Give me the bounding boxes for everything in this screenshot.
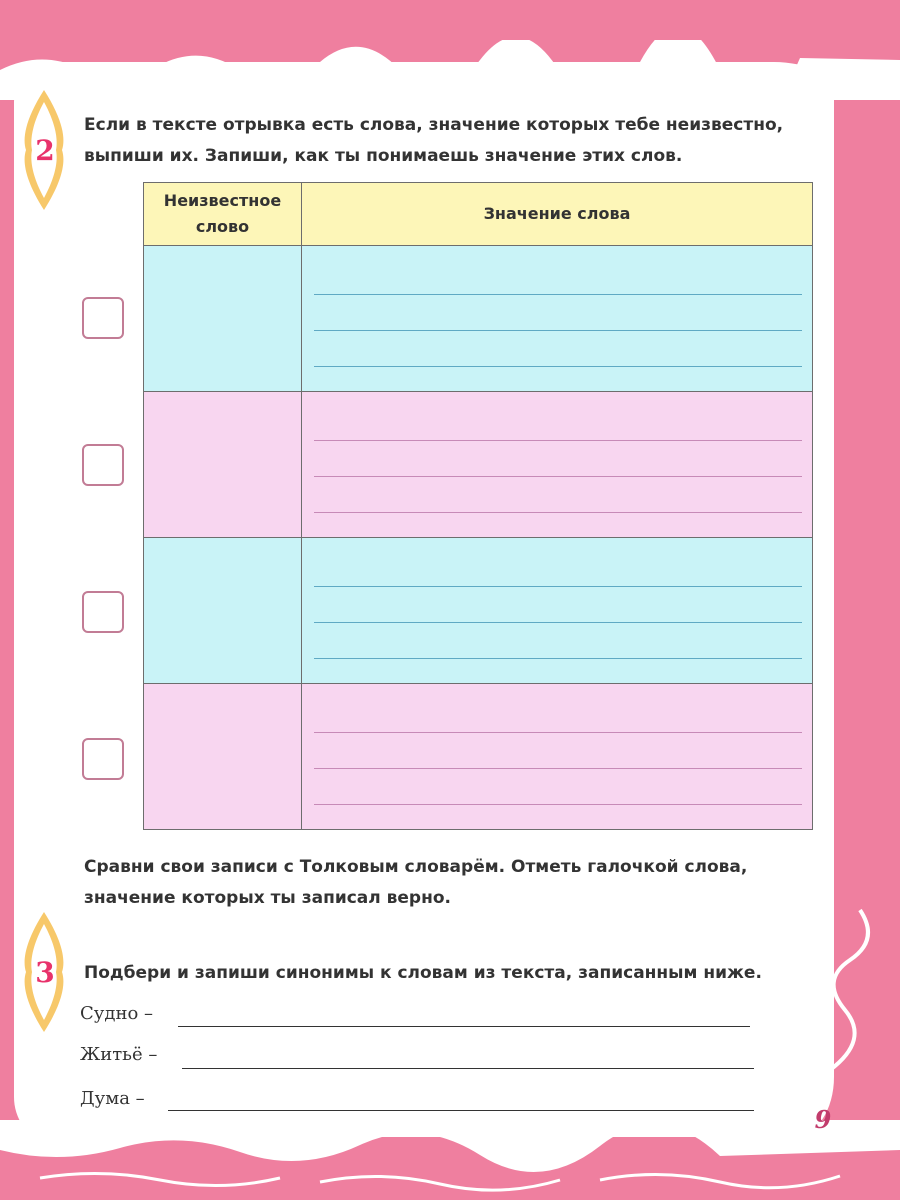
header-unknown-word-line-1: Неизвестное [163,191,282,210]
compare-instructions [84,852,747,914]
synonym-answer-line-1[interactable] [178,1026,750,1027]
synonym-answer-line-2[interactable] [182,1068,754,1069]
task-3-badge [16,910,72,1010]
meaning-cell[interactable] [302,246,813,392]
task-2-line-2: выпиши их. Запиши, как ты понимаешь значение этих слов. [84,146,683,166]
words-table [143,182,813,830]
task-3-instructions: Подбери и запиши синонимы к словам из текста, записанным ниже. [84,963,762,983]
word-cell[interactable] [144,246,302,392]
table-header-row [144,183,813,246]
row-4-checkbox[interactable] [82,738,124,780]
meaning-cell[interactable] [302,684,813,830]
header-unknown-word [144,183,302,246]
task-2-instructions [84,110,783,172]
task-2-badge [16,88,72,188]
task-2-line-1: Если в тексте отрывка есть слова, значение которых тебе неизвестно, [84,115,784,135]
synonym-answer-line-3[interactable] [168,1110,754,1111]
synonym-label-3: Дума – [80,1088,145,1109]
header-word-meaning: Значение слова [302,183,813,246]
swirl-ornament-icon [790,900,890,1100]
compare-line-1: Сравни свои записи с Толковым словарём. Отметь галочкой слова, [84,857,748,877]
table-row [144,538,813,684]
synonym-label-1: Судно – [80,1003,154,1024]
row-1-checkbox[interactable] [82,297,124,339]
header-unknown-word-line-2: слово [195,217,250,236]
compare-line-2: значение которых ты записал верно. [84,888,451,908]
page-number: 9 [814,1105,832,1134]
meaning-cell[interactable] [302,538,813,684]
row-3-checkbox[interactable] [82,591,124,633]
task-3-number: 3 [35,956,55,989]
row-2-checkbox[interactable] [82,444,124,486]
table-row [144,392,813,538]
table-row [144,684,813,830]
synonym-label-2: Житьё – [80,1044,158,1065]
table-row [144,246,813,392]
bottom-wave-decoration [0,1120,900,1200]
task-2-number: 2 [35,134,55,167]
word-cell[interactable] [144,538,302,684]
meaning-cell[interactable] [302,392,813,538]
word-cell[interactable] [144,392,302,538]
word-cell[interactable] [144,684,302,830]
